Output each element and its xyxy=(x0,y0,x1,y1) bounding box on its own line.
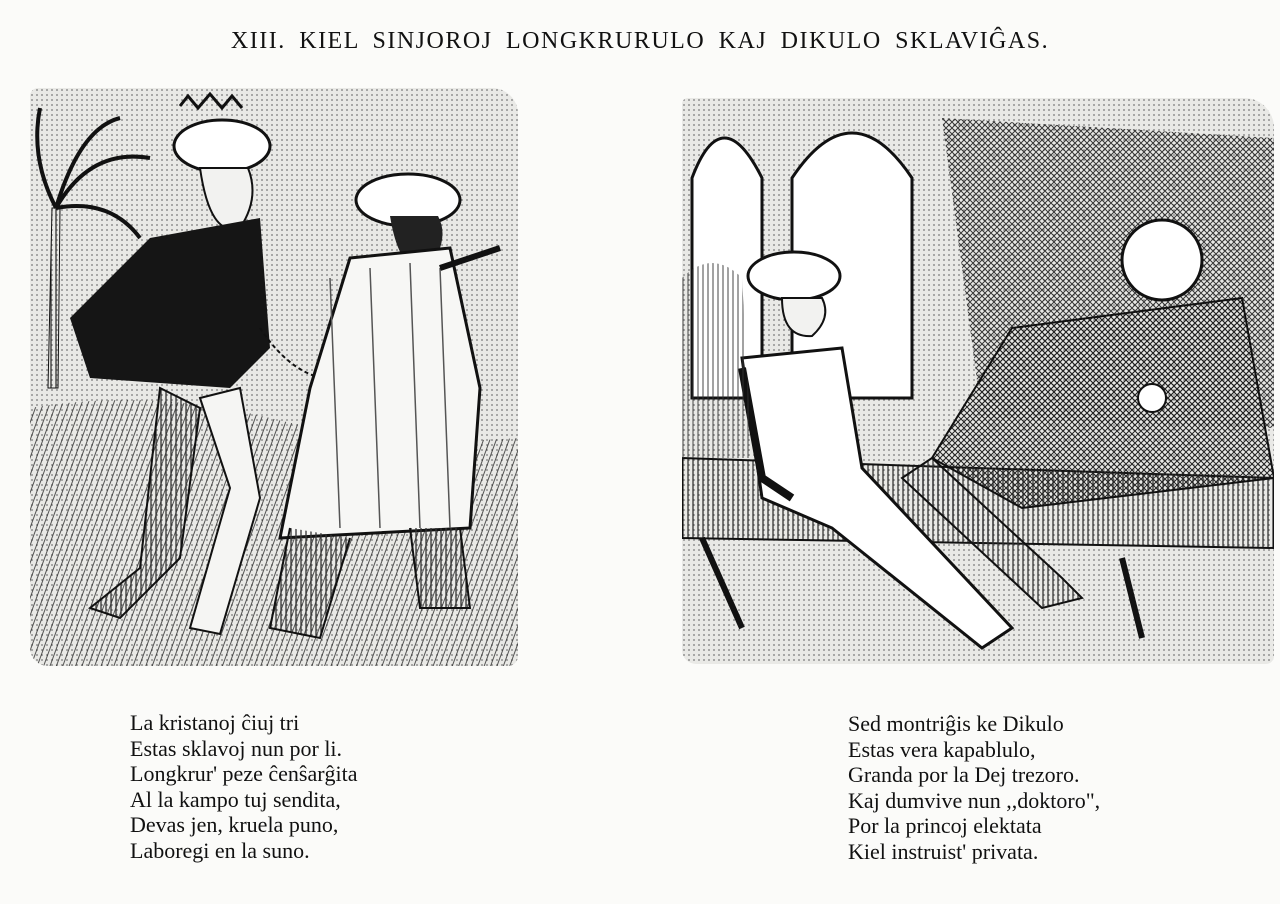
verse-line: Granda por la Dej trezoro. xyxy=(848,762,1080,788)
verse-line: Kaj dumvive nun ,,doktoro", xyxy=(848,787,1101,813)
verse-line: Por la princoj elektata xyxy=(848,813,1042,839)
page-title: XIII. KIEL SINJOROJ LONGKRURULO KAJ DIKULO SKLAVIĜAS. xyxy=(230,28,1050,54)
verse-line: Devas jen, kruela puno, xyxy=(130,812,339,838)
verse-line: Estas sklavoj nun por li. xyxy=(130,735,343,761)
verse-line: Longkrur' peze ĉenŝarĝita xyxy=(130,761,358,787)
verse-line: Sed montriĝis ke Dikulo xyxy=(848,711,1064,736)
verse-line: Kiel instruist' privata. xyxy=(848,838,1039,864)
verse-left xyxy=(130,710,358,864)
illustration-two-men-in-turbans-icon xyxy=(30,88,518,666)
illustration-left xyxy=(30,88,518,666)
verse-right xyxy=(848,711,1100,865)
verse-line: Estas vera kapablulo, xyxy=(848,736,1036,762)
illustration-woman-and-bald-man-on-divan-icon xyxy=(682,98,1274,664)
verse-line: Laboregi en la suno. xyxy=(130,837,310,863)
verse-line: Al la kampo tuj sendita, xyxy=(130,786,341,812)
illustration-right xyxy=(682,98,1274,664)
verse-line: La kristanoj ĉiuj tri xyxy=(130,710,300,735)
